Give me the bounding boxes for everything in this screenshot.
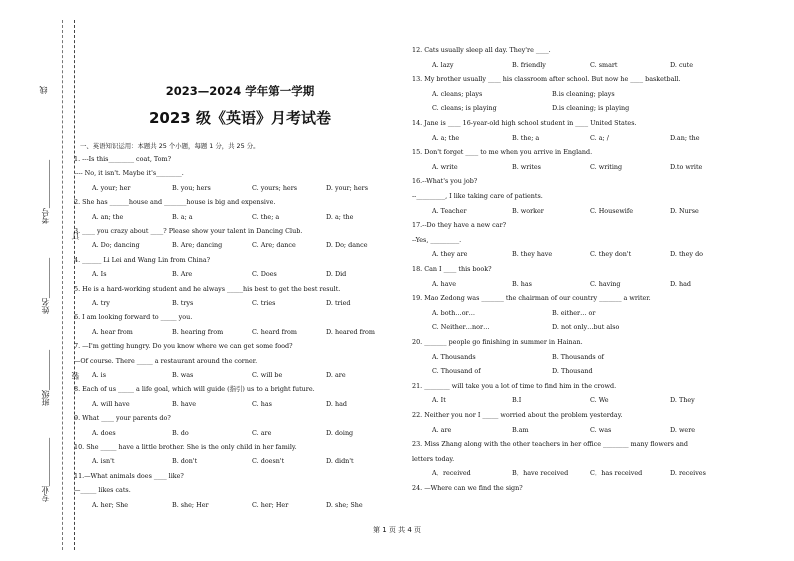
answer-option: C. are [252,428,272,437]
question-stem: 22. Neither you nor I _____ worried about the problem yesterday. [412,411,623,419]
answer-option: A. Thousands [432,352,476,361]
question-stem: 11.—What animals does ____ like? [74,471,184,480]
answer-option: A. isn't [92,457,115,466]
side-seal-char: 装 [71,372,80,380]
answer-option: D. cute [670,60,694,69]
answer-option: C. doesn't [252,457,285,466]
answer-option: C. has [252,399,272,408]
answer-option: B. friendly [512,60,546,69]
question-stem: 15. Don't forget ____ to me when you arrive in England. [412,148,593,157]
answer-option: C．has received [590,469,643,478]
exam-number-field: 考号____________ [41,160,50,224]
answer-option: B. you; hers [172,183,211,192]
answer-option: B. she; Her [172,500,209,509]
major-field: 专业____________ [41,438,50,502]
question-stem-line2: —Of course. There _____ a restaurant around the corner. [74,356,258,365]
answer-option: B. has [512,279,532,288]
answer-option: B. have [172,399,197,408]
answer-option: A. Do; dancing [92,241,140,250]
page-footer: 第 1 页 共 4 页 [372,526,422,534]
answer-option: B.am [512,425,529,434]
answer-option: C. was [590,425,612,434]
answer-option: A. will have [92,399,130,408]
answer-option: B. was [172,371,194,379]
question-stem: 13. My brother usually ____ his classroom after school. But now he ____ basketball. [412,75,681,84]
answer-option: D. receives [670,469,706,478]
answer-option: A. try [92,299,110,307]
name-label: 姓名 [41,298,50,314]
answer-option: D. Did [326,270,347,279]
answer-option: B. the; a [512,133,540,142]
answer-option: A. her; She [92,500,129,509]
answer-option: A. lazy [432,60,454,69]
answer-option: C. Housewife [590,206,633,215]
term-heading: 2023—2024 学年第一学期 [165,84,315,98]
answer-option: A. a; the [432,133,460,142]
answer-option: A. cleans; plays [432,89,483,98]
answer-option: B.is cleaning; plays [552,89,615,98]
name-field: 姓名__________ [41,258,50,314]
question-stem-line2: --Yes, _________. [412,235,462,244]
answer-option: C. the; a [252,212,280,221]
question-stem: 17.--Do they have a new car? [412,221,507,230]
answer-option: A．received [432,469,471,478]
question-stem: 9. What ____ your parents do? [74,414,171,423]
answer-option: B.I [512,396,522,405]
answer-option: A. Teacher [432,206,467,215]
question-stem: 23. Miss Zhang along with the other teachers in her office ________ many flowers and [412,440,689,449]
class-label: 班级 [41,390,50,406]
answer-option: B．have received [512,469,569,478]
question-stem: 18. Can I ____ this book? [412,265,492,273]
answer-option: C. will be [252,371,283,379]
side-bind-char: 订 [71,232,80,240]
question-stem: 24. —Where can we find the sign? [412,484,523,492]
answer-option: B. don't [172,457,198,466]
question-stem-line2: —_____ likes cats. [74,486,131,495]
answer-option: C. having [590,279,621,288]
answer-option: C. tries [252,299,276,307]
question-stem-line2: --_________, I like taking care of patients. [412,192,543,200]
answer-option: D.is cleaning; is playing [552,104,630,113]
question-stem: 2. She has ______house and _______house is big and expensive. [74,198,276,207]
answer-option: A. your; her [92,183,131,192]
answer-option: D. they do [670,250,704,259]
answer-option: D. your; hers [326,183,369,192]
answer-option: D. heared from [326,327,375,336]
answer-option: C. heard from [252,327,297,336]
answer-option: D. Thousand [552,367,593,376]
answer-option: A. does [92,428,116,437]
answer-option: C. a; / [590,133,609,142]
answer-option: D. They [670,396,695,405]
answer-option: B. worker [512,206,544,215]
answer-option: A. have [432,279,456,288]
answer-option: D.to write [670,162,703,171]
answer-option: B. hearing from [172,327,224,336]
answer-option: C. cleans; is playing [432,104,497,113]
answer-option: A. are [432,425,452,434]
question-stem: 16.--What's you job? [412,177,478,186]
answer-option: B. Are; dancing [172,241,223,250]
question-stem-line2: ---- No, it isn't. Maybe it's________. [74,169,184,178]
major-label: 专业 [41,486,50,502]
answer-option: A. Is [92,270,107,279]
answer-option: B. writes [512,162,541,171]
question-stem: 19. Mao Zedong was _______ the chairman of our country _______ a writer. [412,294,651,303]
answer-option: D. doing [326,428,354,437]
answer-option: D. had [326,399,347,408]
answer-option: D. not only…but also [552,323,620,332]
answer-option: C. they don't [590,250,632,259]
answer-option: C. yours; hers [252,183,298,192]
answer-option: C. Does [252,270,277,279]
answer-option: D. Do; dance [326,241,368,250]
answer-option: D. tried [326,299,351,307]
question-stem: 21. ________ will take you a lot of time to find him in the crowd. [412,381,617,390]
answer-option: B. either… or [552,308,596,317]
answer-option: D. didn't [326,457,354,466]
class-field: 班级__________ [41,350,50,406]
answer-option: A. is [92,371,107,379]
answer-option: C. Thousand of [432,367,481,376]
question-stem: 20. _______ people go finishing in summer in Hainan. [412,338,583,346]
answer-option: A. an; the [92,212,124,221]
answer-option: D. a; the [326,212,354,221]
answer-option: B. a; a [172,212,193,221]
exam-number-label: 考号 [41,208,50,224]
question-stem: 8. Each of us _____ a life goal, which will guide (指引) us to a bright future. [74,385,315,394]
question-stem: 10. She _____ have a little brother. She is the only child in her family. [74,443,297,451]
question-stem-line2: letters today. [412,454,455,463]
answer-option: C. smart [590,60,618,69]
answer-option: A. It [432,396,446,405]
answer-option: C. writing [590,162,623,171]
question-stem: 1. ---Is this________ coat, Tom? [74,155,172,163]
answer-option: B. Thousands of [552,352,604,361]
answer-option: B. they have [512,250,553,259]
answer-option: A. write [432,162,458,171]
answer-option: D. were [670,425,696,434]
question-stem: 14. Jane is ____ 16-year-old high school student in ____ United States. [412,119,637,127]
answer-option: B. do [172,428,189,437]
answer-option: C. Are; dance [252,241,296,250]
answer-option: A. hear from [92,327,133,336]
answer-option: C. her; Her [252,500,289,509]
question-stem: 12. Cats usually sleep all day. They're ____. [412,46,551,54]
answer-option: A. both…or… [432,308,475,317]
answer-option: D. Nurse [670,206,699,215]
answer-option: A. they are [432,250,468,259]
binding-line-outer [62,20,63,550]
side-line-char: 线 [39,86,48,94]
question-stem: 4. ______ Li Lei and Wang Lin from China? [74,255,211,264]
answer-option: D. she; She [326,500,363,509]
answer-option: D. had [670,279,691,288]
question-stem: 6. I am looking forward to _____ you. [74,313,193,322]
answer-option: B. trys [172,299,194,307]
question-stem: 7. —I'm getting hungry. Do you know where we can get some food? [74,342,293,351]
answer-option: D. are [326,371,346,379]
answer-option: B. Are [172,270,193,279]
question-stem: 5. He is a hard-working student and he always _____his best to get the best result. [74,284,341,293]
section-title: 一、英语知识运用：本题共 25 个小题，每题 1 分，共 25 分。 [80,142,260,150]
exam-title: 2023 级《英语》月考试卷 [149,109,331,127]
answer-option: C. We [590,396,609,405]
answer-option: D.an; the [670,133,700,142]
answer-option: C. Neither…nor… [432,323,490,332]
question-stem: 3. ____ you crazy about ____? Please show your talent in Dancing Club. [74,227,303,235]
